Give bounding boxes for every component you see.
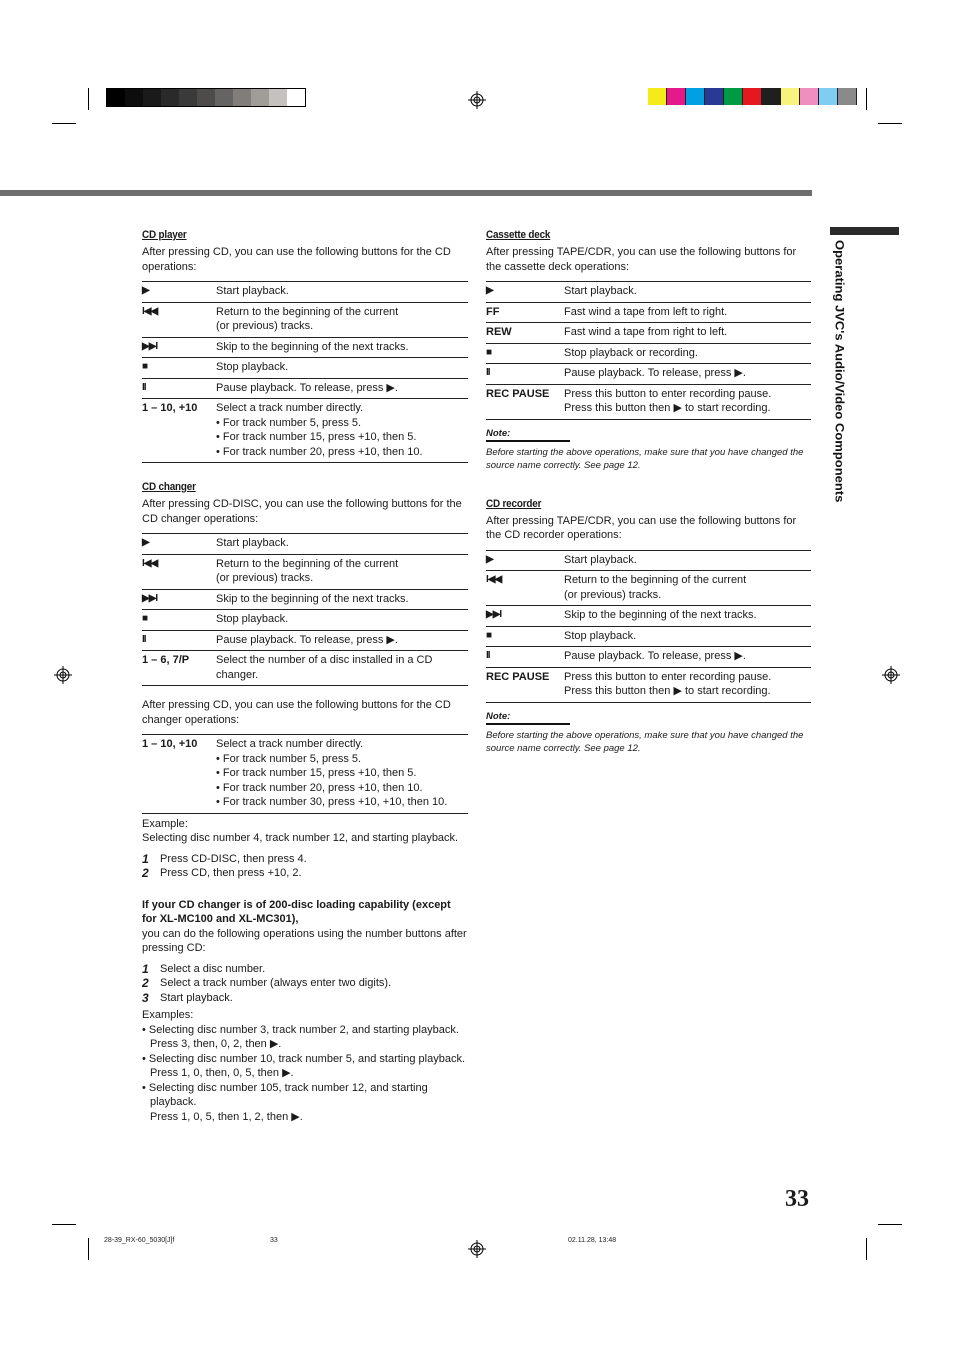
step-number: 1	[142, 961, 149, 976]
table-row	[142, 358, 468, 379]
capability-heading: If your CD changer is of 200-disc loading capability (except for XL-MC100 and XL-MC301),	[142, 898, 451, 925]
examples-list	[142, 1023, 468, 1125]
table-row	[486, 647, 811, 668]
row-description	[216, 651, 468, 686]
row-description	[564, 384, 811, 419]
previous-track-icon: I◀◀	[142, 305, 158, 317]
table-row	[486, 323, 811, 344]
description-line: Skip to the beginning of the next tracks.	[564, 609, 757, 621]
sidebar-marker	[830, 227, 899, 235]
operations-table	[142, 734, 468, 814]
row-description	[216, 589, 468, 610]
step-text: Select a disc number.	[160, 962, 266, 975]
description-line: Stop playback.	[216, 613, 289, 625]
cd-recorder-section	[486, 498, 811, 755]
play-icon: ▶	[486, 553, 493, 565]
row-description	[564, 550, 811, 571]
operations-table	[486, 281, 811, 420]
color-swatch	[743, 88, 762, 105]
section-heading: CD player	[142, 229, 187, 241]
step-item	[142, 866, 468, 881]
table-row	[486, 302, 811, 323]
step-item	[142, 852, 468, 867]
row-description	[216, 358, 468, 379]
example-description: • Selecting disc number 3, track number 2, and starting playback.	[142, 1023, 459, 1036]
section-intro: After pressing TAPE/CDR, you can use the following buttons for the CD recorder operations:	[486, 514, 797, 541]
row-description	[564, 302, 811, 323]
step-text: Start playback.	[160, 991, 233, 1004]
footer-filename: 28-39_RX-60_5030[J]f	[104, 1237, 175, 1244]
pause-icon: II	[486, 367, 490, 378]
example-text: Selecting disc number 4, track number 12, and starting playback.	[142, 832, 459, 844]
row-description	[216, 630, 468, 651]
color-swatch	[251, 89, 269, 106]
note-label: Note:	[486, 428, 570, 442]
description-line: Pause playback. To release, press ▶.	[216, 633, 398, 646]
capability-text: you can do the following operations using the number buttons after pressing CD:	[142, 927, 467, 954]
description-line: Press this button then ▶ to start recording.	[564, 402, 771, 414]
row-description	[564, 626, 811, 647]
button-name: REC PAUSE	[486, 670, 550, 683]
step-number: 2	[142, 976, 149, 990]
example-press: Press 1, 0, 5, then 1, 2, then ▶.	[150, 1110, 303, 1123]
step-text: Select a track number (always enter two digits).	[160, 977, 392, 989]
table-row	[142, 302, 468, 337]
crop-mark	[878, 1224, 902, 1225]
description-line: Skip to the beginning of the next tracks.	[216, 340, 409, 353]
color-swatch	[724, 88, 743, 105]
crop-mark	[52, 1224, 76, 1225]
footer-page: 33	[270, 1237, 278, 1244]
description-line: Fast wind a tape from left to right.	[564, 305, 728, 318]
table-row	[142, 589, 468, 610]
color-swatch	[781, 88, 800, 105]
row-description	[216, 399, 468, 463]
description-line: • For track number 30, press +10, +10, then 10.	[216, 796, 448, 808]
color-swatch	[762, 88, 781, 105]
crop-mark	[866, 88, 867, 110]
table-row	[142, 630, 468, 651]
step-number: 3	[142, 990, 149, 1005]
previous-track-icon: I◀◀	[486, 574, 502, 585]
table-row	[486, 282, 811, 303]
color-swatch	[819, 88, 838, 105]
color-swatch	[686, 88, 705, 105]
row-description	[216, 378, 468, 399]
description-line: • For track number 5, press 5.	[216, 752, 362, 765]
row-description	[564, 282, 811, 303]
registration-target-icon	[54, 666, 72, 684]
row-description	[564, 364, 811, 385]
operations-table	[142, 281, 468, 463]
row-description	[564, 667, 811, 702]
color-swatch	[215, 89, 233, 106]
button-name: 1 – 10, +10	[142, 402, 198, 414]
button-name: REW	[486, 326, 512, 338]
table-row	[486, 571, 811, 606]
color-swatch	[197, 89, 215, 106]
left-column	[142, 229, 468, 1124]
color-calibration-bar	[648, 88, 857, 105]
table-row	[142, 610, 468, 631]
row-description	[564, 606, 811, 627]
row-description	[564, 323, 811, 344]
color-swatch	[648, 88, 667, 105]
example-item	[142, 1081, 468, 1125]
example-steps	[142, 852, 468, 881]
operations-table	[486, 550, 811, 703]
row-description	[216, 554, 468, 589]
section-intro: After pressing CD, you can use the following buttons for the CD operations:	[142, 246, 451, 273]
step-number: 1	[142, 851, 149, 866]
crop-mark	[866, 1238, 867, 1260]
color-swatch	[800, 88, 819, 105]
table-row	[142, 735, 468, 814]
registration-target-icon	[468, 91, 486, 109]
description-line: Stop playback.	[216, 361, 289, 373]
grayscale-calibration-bar	[106, 88, 306, 107]
description-line: Pause playback. To release, press ▶.	[564, 650, 746, 662]
color-swatch	[705, 88, 724, 105]
description-line: Fast wind a tape from right to left.	[564, 326, 728, 338]
example-press: Press 1, 0, then, 0, 5, then ▶.	[150, 1067, 294, 1079]
color-swatch	[838, 88, 857, 105]
table-row	[486, 550, 811, 571]
play-icon: ▶	[142, 537, 149, 548]
description-line: (or previous) tracks.	[216, 572, 314, 584]
side-title: Operating JVC's Audio/Video Components	[832, 240, 847, 503]
color-swatch	[667, 88, 686, 105]
button-name: REC PAUSE	[486, 387, 550, 400]
description-line: Return to the beginning of the current	[216, 557, 399, 570]
cd-changer-section	[142, 481, 468, 1124]
pause-icon: II	[142, 633, 146, 645]
section-heading: Cassette deck	[486, 229, 551, 241]
color-swatch	[161, 89, 179, 106]
row-description	[216, 302, 468, 337]
pause-icon: II	[142, 381, 146, 393]
table-row	[142, 337, 468, 358]
description-line: Pause playback. To release, press ▶.	[216, 381, 398, 394]
registration-target-icon	[882, 666, 900, 684]
step-item	[142, 991, 468, 1006]
crop-mark	[88, 88, 89, 110]
row-description	[216, 534, 468, 555]
description-line: • For track number 5, press 5.	[216, 416, 362, 429]
header-rule	[0, 190, 812, 196]
cd-player-section	[142, 229, 468, 463]
description-line: • For track number 20, press +10, then 10.	[216, 781, 423, 794]
previous-track-icon: I◀◀	[142, 557, 158, 569]
description-line: Start playback.	[564, 553, 637, 566]
right-column	[486, 229, 811, 755]
example-press: Press 3, then, 0, 2, then ▶.	[150, 1038, 282, 1050]
color-swatch	[269, 89, 287, 106]
section-intro: After pressing CD, you can use the following buttons for the CD changer operations:	[142, 699, 451, 726]
color-swatch	[233, 89, 251, 106]
section-heading: CD recorder	[486, 497, 542, 510]
row-description	[564, 571, 811, 606]
examples-label: Examples:	[142, 1009, 194, 1021]
stop-icon: ■	[486, 629, 492, 641]
description-line: Start playback.	[216, 537, 289, 549]
description-line: Press this button to enter recording pause.	[564, 670, 772, 683]
color-swatch	[287, 89, 305, 106]
next-track-icon: ▶▶I	[142, 340, 158, 352]
page-number: 33	[785, 1186, 809, 1212]
table-row	[486, 667, 811, 702]
step-text: Press CD, then press +10, 2.	[160, 867, 302, 879]
example-label: Example:	[142, 817, 188, 830]
description-line: (or previous) tracks.	[564, 588, 662, 601]
example-description: • Selecting disc number 105, track number 12, and starting playback.	[142, 1081, 428, 1108]
operations-table	[142, 533, 468, 686]
table-row	[142, 399, 468, 463]
description-line: • For track number 20, press +10, then 10.	[216, 445, 423, 458]
footer-date: 02.11.28, 13:48	[568, 1237, 617, 1244]
section-intro: After pressing CD-DISC, you can use the following buttons for the CD changer operations:	[142, 498, 462, 525]
step-number: 2	[142, 866, 149, 880]
row-description	[564, 343, 811, 364]
example-item	[142, 1052, 468, 1081]
description-line: Stop playback or recording.	[564, 346, 698, 359]
crop-mark	[878, 123, 902, 124]
row-description	[216, 337, 468, 358]
description-line: Return to the beginning of the current	[564, 574, 747, 586]
stop-icon: ■	[142, 361, 148, 372]
row-description	[216, 735, 468, 814]
registration-target-icon	[468, 1240, 486, 1258]
play-icon: ▶	[486, 285, 493, 296]
color-swatch	[143, 89, 161, 106]
button-name: FF	[486, 305, 500, 318]
step-item	[142, 962, 468, 977]
section-intro: After pressing TAPE/CDR, you can use the following buttons for the cassette deck operations:	[486, 246, 797, 273]
table-row	[486, 606, 811, 627]
table-row	[486, 364, 811, 385]
description-line: • For track number 15, press +10, then 5.	[216, 431, 417, 443]
section-heading: CD changer	[142, 481, 196, 493]
table-row	[142, 534, 468, 555]
row-description	[564, 647, 811, 668]
table-row	[142, 554, 468, 589]
description-line: Select a track number directly.	[216, 402, 364, 414]
note-text: Before starting the above operations, make sure that you have changed the source name correctly. See page 12.	[486, 729, 804, 754]
table-row	[142, 651, 468, 686]
table-row	[486, 343, 811, 364]
pause-icon: II	[486, 650, 490, 661]
description-line: Skip to the beginning of the next tracks.	[216, 592, 409, 605]
table-row	[142, 378, 468, 399]
table-row	[142, 282, 468, 303]
description-line: Select the number of a disc installed in a CD changer.	[216, 654, 433, 681]
description-line: Press this button then ▶ to start recording.	[564, 685, 771, 697]
play-icon: ▶	[142, 285, 149, 296]
step-item	[142, 976, 468, 991]
stop-icon: ■	[486, 346, 492, 358]
next-track-icon: ▶▶I	[142, 592, 158, 604]
description-line: (or previous) tracks.	[216, 320, 314, 332]
capability-steps	[142, 962, 468, 1006]
stop-icon: ■	[142, 613, 148, 624]
description-line: Pause playback. To release, press ▶.	[564, 367, 746, 379]
example-item	[142, 1023, 468, 1052]
description-line: Return to the beginning of the current	[216, 305, 399, 318]
next-track-icon: ▶▶I	[486, 609, 502, 620]
row-description	[216, 610, 468, 631]
color-swatch	[125, 89, 143, 106]
description-line: Select a track number directly.	[216, 738, 364, 750]
button-name: 1 – 6, 7/P	[142, 654, 190, 666]
description-line: Start playback.	[564, 285, 637, 297]
description-line: Press this button to enter recording pause.	[564, 387, 772, 400]
example-description: • Selecting disc number 10, track number 5, and starting playback.	[142, 1052, 466, 1065]
description-line: Start playback.	[216, 285, 289, 297]
note-text: Before starting the above operations, make sure that you have changed the source name correctly. See page 12.	[486, 446, 804, 471]
color-swatch	[179, 89, 197, 106]
button-name: 1 – 10, +10	[142, 738, 198, 750]
note-label: Note:	[486, 711, 570, 725]
step-text: Press CD-DISC, then press 4.	[160, 852, 307, 865]
crop-mark	[52, 123, 76, 124]
color-swatch	[107, 89, 125, 106]
crop-mark	[88, 1238, 89, 1260]
table-row	[486, 626, 811, 647]
cassette-deck-section	[486, 229, 811, 472]
row-description	[216, 282, 468, 303]
table-row	[486, 384, 811, 419]
description-line: • For track number 15, press +10, then 5.	[216, 767, 417, 779]
description-line: Stop playback.	[564, 629, 637, 642]
